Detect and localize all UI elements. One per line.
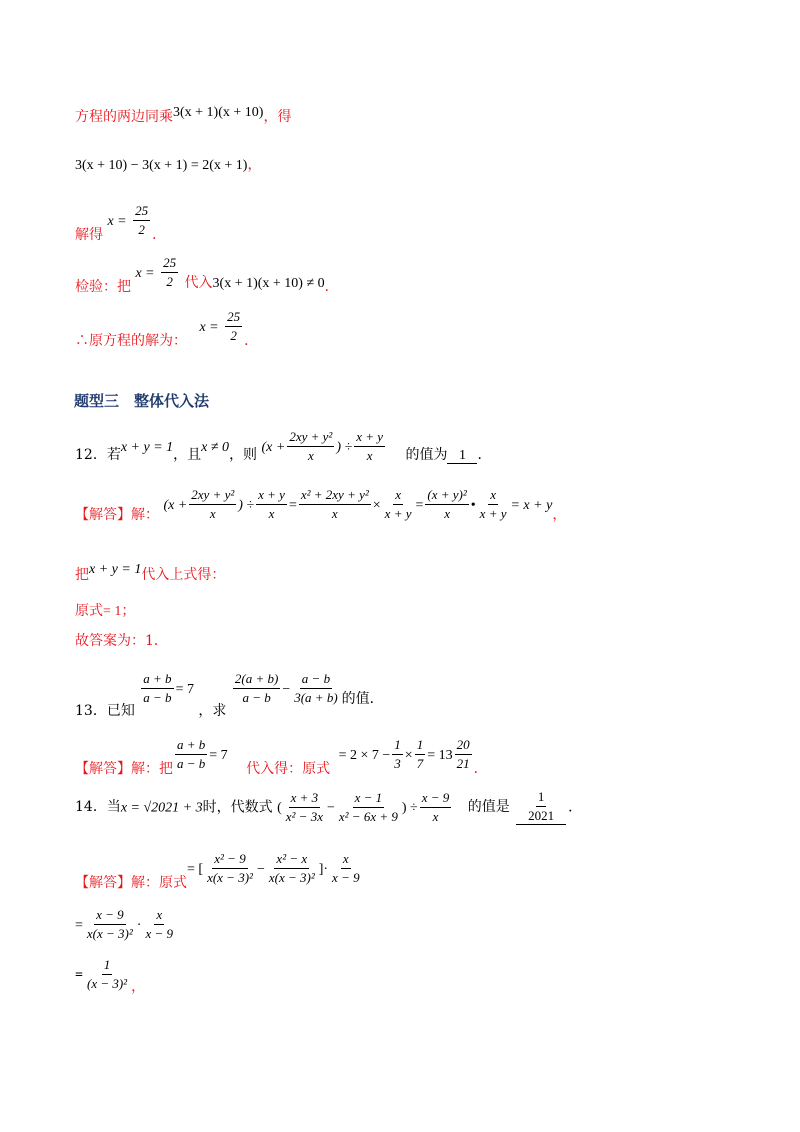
paren-open: ( [277, 800, 282, 816]
text-label: ∴原方程的解为： [75, 332, 187, 349]
denominator: x [432, 808, 439, 824]
math-expression: = 2 × 7 − [338, 747, 391, 763]
text-suffix: ． [244, 332, 259, 349]
line-equation [75, 158, 261, 173]
denominator: 21 [456, 756, 470, 772]
denominator: a − b [143, 690, 172, 706]
numerator: 2xy + y² [189, 488, 236, 505]
paren-close: ) ÷ [401, 800, 418, 816]
denominator: x [444, 506, 450, 522]
text-end: ， [552, 506, 567, 523]
denominator: x(x − 3)² [268, 870, 315, 886]
math-lhs: x = [135, 265, 155, 281]
text-tail: 的值是 [467, 799, 510, 816]
fraction [267, 852, 317, 886]
fraction [354, 430, 385, 464]
denominator: 2 [166, 274, 173, 290]
text-end: ． [568, 799, 583, 816]
equals: = [415, 497, 424, 513]
numerator: 25 [133, 204, 150, 221]
fraction [189, 488, 236, 522]
expr-close: ) ÷ [238, 497, 255, 513]
fraction [161, 256, 178, 290]
question-number: 12．若 [75, 446, 121, 463]
text-mid: ，则 [229, 446, 258, 463]
text-label: 方程的两边同乘 [75, 109, 173, 125]
fraction [256, 488, 287, 522]
text-mid: 代入得：原式 [246, 760, 331, 777]
numerator: x [154, 908, 164, 925]
text-tail: 的值为 [405, 446, 448, 463]
numerator: 1 [102, 958, 113, 975]
answer-13 [75, 737, 488, 777]
expr-close: ) ÷ [336, 439, 353, 455]
minus: − [256, 861, 265, 877]
fraction [420, 791, 452, 825]
fraction [133, 204, 150, 238]
fraction [233, 672, 280, 706]
answer-label: 【解答】解：原式 [75, 874, 187, 891]
text-mid: 时，代数式 [202, 799, 273, 816]
fraction [455, 738, 472, 772]
text-label: 检验：把 [75, 278, 131, 295]
denominator: 2 [230, 328, 237, 344]
numerator: 1 [392, 738, 403, 755]
text-label: 把 [75, 567, 89, 583]
bracket-close: ]· [318, 861, 329, 877]
question-13 [75, 671, 384, 719]
denominator: x − 9 [145, 926, 173, 942]
denominator: x [366, 448, 373, 464]
denominator: 7 [416, 756, 424, 772]
math-expression: 3(x + 1)(x + 10) [173, 105, 264, 120]
text-end: ， [131, 978, 146, 995]
section-heading: 题型三 整体代入法 [74, 392, 210, 410]
expr-open: (x + [261, 439, 286, 455]
question-number: 13．已知 [75, 702, 135, 719]
denominator: x [209, 506, 216, 522]
minus: − [282, 681, 291, 697]
denominator: x(x − 3)² [86, 926, 133, 942]
math-expression: = 1 [103, 604, 122, 619]
text-end: ； [121, 603, 136, 619]
equals: = 7 [175, 681, 194, 697]
numerator: x + y [354, 430, 385, 447]
denominator: x(x − 3)² [207, 870, 253, 886]
numerator: x − 1 [353, 791, 385, 808]
answer-12-derivation [75, 488, 566, 522]
equals: = [75, 917, 83, 933]
fraction [287, 430, 334, 464]
fraction [478, 488, 509, 522]
answer-blank [514, 790, 568, 825]
question-12 [75, 430, 491, 464]
answer-14-step3 [75, 957, 146, 995]
fraction [425, 488, 468, 522]
text-suffix: ， [247, 157, 262, 173]
denominator: x − 9 [332, 870, 360, 886]
numerator: x + 3 [289, 791, 321, 808]
numerator: 1 [536, 790, 547, 807]
denominator: x + y [384, 506, 412, 522]
denominator: (x − 3)² [86, 976, 128, 992]
math-lhs: x = [199, 319, 219, 335]
denominator: x + y [479, 506, 507, 522]
numerator: x² − x [274, 852, 309, 869]
original-equals-line [75, 604, 135, 619]
text-mid: 代入 [184, 274, 213, 291]
fraction [337, 791, 400, 825]
fraction [205, 852, 255, 886]
numerator: 25 [225, 310, 242, 327]
text-tail: 的值． [341, 690, 384, 707]
denominator: x [331, 506, 338, 522]
times: × [404, 747, 413, 763]
numerator: x − 9 [94, 908, 126, 925]
denominator: a − b [177, 756, 206, 772]
denominator: x [307, 448, 314, 464]
answer-14 [75, 851, 364, 891]
line-final-answer [75, 309, 259, 349]
fraction [141, 672, 173, 706]
numerator: a − b [300, 672, 332, 689]
numerator: x² + 2xy + y² [299, 488, 371, 505]
text-tail: 代入上式得： [141, 567, 226, 583]
fraction [85, 958, 129, 992]
equals: = 13 [427, 747, 453, 763]
numerator: x² − 9 [212, 852, 247, 869]
numerator: x [341, 852, 351, 869]
fraction [175, 738, 207, 772]
result: = x + y [510, 497, 553, 513]
denominator: 2 [138, 222, 145, 238]
times: × [372, 497, 381, 513]
math-expression: 3(x + 1)(x + 10) ≠ 0 [212, 275, 325, 291]
condition: x = √2021 + 3 [120, 800, 203, 816]
text-label: 解得 [75, 226, 103, 243]
denominator: 3 [394, 756, 401, 772]
denominator: x² − 3x [285, 808, 323, 824]
equals: = [75, 967, 83, 983]
denominator: a − b [242, 690, 271, 706]
numerator: 20 [455, 738, 472, 755]
fraction [143, 908, 175, 942]
text-suffix: ，得 [263, 109, 292, 125]
numerator: (x + y)² [425, 488, 468, 505]
equals: = [288, 497, 297, 513]
numerator: 2xy + y² [287, 430, 334, 447]
numerator: 1 [415, 738, 426, 755]
equals: = 7 [209, 747, 228, 763]
math-lhs: x = [107, 213, 127, 229]
fraction [225, 310, 242, 344]
fraction [299, 488, 371, 522]
condition-2: x ≠ 0 [201, 439, 230, 455]
numerator: a + b [141, 672, 173, 689]
dot: · [136, 917, 142, 933]
fraction [383, 488, 414, 522]
fraction [516, 790, 566, 825]
dot: • [470, 497, 476, 513]
substitution-line [75, 562, 226, 583]
line-verification [75, 255, 339, 295]
numerator: 25 [161, 256, 178, 273]
line-solution [75, 203, 167, 243]
line-multiply-both-sides [75, 105, 292, 125]
text-end: ． [477, 446, 492, 463]
minus: − [326, 800, 335, 816]
fraction [284, 791, 325, 825]
text-mid: ，求 [198, 702, 227, 719]
math-expression: x + y = 1 [89, 562, 142, 577]
denominator: x² − 6x + 9 [338, 808, 398, 824]
bracket-open: = [ [187, 861, 204, 877]
math-expression: 3(x + 10) − 3(x + 1) = 2(x + 1) [75, 158, 248, 173]
numerator: 2(a + b) [233, 672, 280, 689]
numerator: x − 9 [420, 791, 452, 808]
fraction [330, 852, 362, 886]
text-suffix: ． [324, 278, 339, 295]
final-answer-12: 故答案为：1． [75, 633, 168, 649]
text-mid: ，且 [173, 446, 202, 463]
denominator: x [268, 506, 275, 522]
numerator: x [393, 488, 403, 505]
fraction [292, 672, 339, 706]
question-14 [75, 790, 582, 825]
answer-label: 【解答】解：把 [75, 760, 173, 777]
denominator: 2021 [516, 807, 566, 824]
expr-open: (x + [163, 497, 188, 513]
text-end: ． [473, 760, 488, 777]
numerator: x + y [256, 488, 287, 505]
denominator: 3(a + b) [294, 690, 338, 706]
text-label: 原式 [75, 603, 103, 619]
numerator: a + b [175, 738, 207, 755]
answer-label: 【解答】解： [75, 506, 159, 523]
answer-blank: 1 [447, 449, 477, 464]
fraction [85, 908, 135, 942]
question-number: 14．当 [75, 799, 121, 816]
numerator: x [488, 488, 498, 505]
fraction [392, 738, 403, 772]
text-suffix: ． [152, 226, 167, 243]
answer-14-step2 [75, 908, 177, 942]
condition-1: x + y = 1 [120, 439, 174, 455]
fraction [415, 738, 426, 772]
